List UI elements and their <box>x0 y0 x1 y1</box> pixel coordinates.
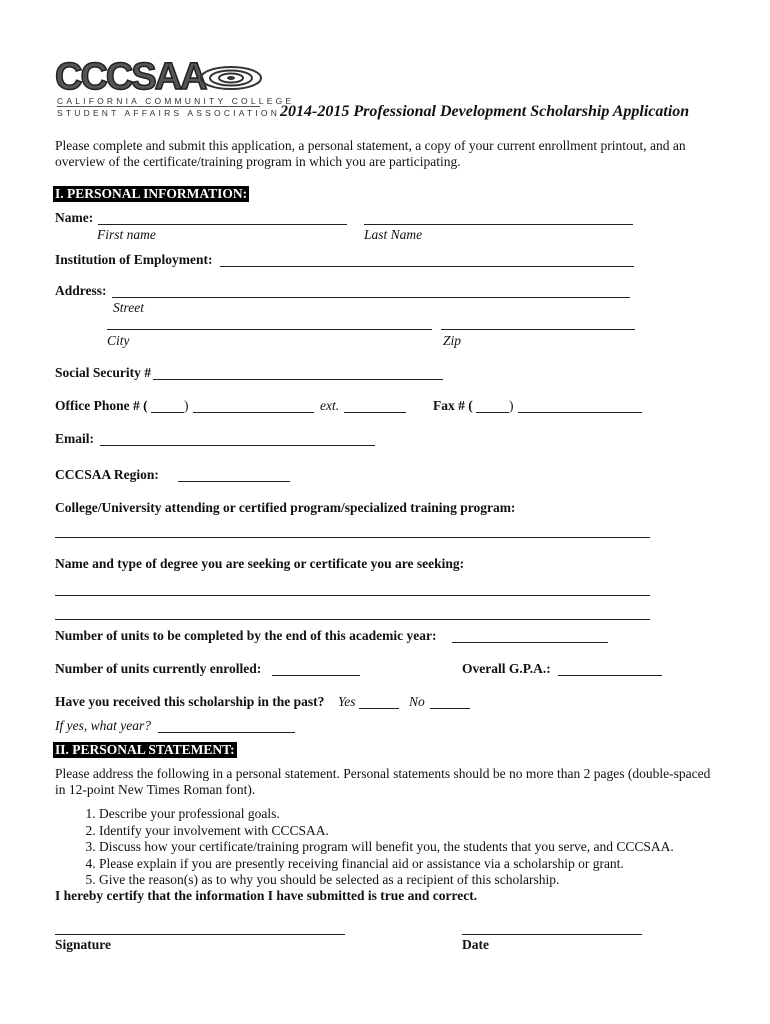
office-phone-close-paren: ) <box>184 398 189 413</box>
ext-label: ext. <box>320 398 340 413</box>
yes-field[interactable] <box>359 693 399 709</box>
no-field[interactable] <box>430 693 470 709</box>
degree-field-line-1[interactable] <box>55 580 650 596</box>
first-name-caption: First name <box>97 227 156 242</box>
name-label: Name: <box>55 210 94 225</box>
institution-field[interactable] <box>220 251 634 267</box>
fax-close-paren: ) <box>509 398 514 413</box>
address-label: Address: <box>55 283 107 298</box>
statement-instructions: Please address the following in a personal statement. Personal statements should be no more than 2 pages (double-spaced in 12-point New Times Roman font). <box>55 766 711 797</box>
signature-label: Signature <box>55 937 112 952</box>
degree-label: Name and type of degree you are seeking or certificate you are seeking: <box>55 556 465 571</box>
statement-items-list <box>55 806 759 889</box>
yes-label: Yes <box>338 694 356 709</box>
degree-field-line-2[interactable] <box>55 604 650 620</box>
ext-field[interactable] <box>344 397 406 413</box>
units-completed-field[interactable] <box>452 627 608 643</box>
office-phone-label: Office Phone # ( <box>55 398 148 413</box>
certification-statement: I hereby certify that the information I have submitted is true and correct. <box>55 888 478 903</box>
logo-line2: STUDENT AFFAIRS ASSOCIATION <box>57 108 281 118</box>
page-title: 2014-2015 Professional Development Scholarship Application <box>280 103 690 120</box>
list-item: 2. Identify your involvement with CCCSAA. <box>99 823 759 840</box>
fax-label: Fax # ( <box>433 398 473 413</box>
units-completed-label: Number of units to be completed by the end of this academic year: <box>55 628 437 643</box>
ssn-field[interactable] <box>153 364 443 380</box>
zip-caption: Zip <box>443 333 462 348</box>
signature-field[interactable] <box>55 919 345 935</box>
institution-label: Institution of Employment: <box>55 252 213 267</box>
date-field[interactable] <box>462 919 642 935</box>
year-label: If yes, what year? <box>55 718 151 733</box>
ssn-label: Social Security # <box>55 365 151 380</box>
intro-text: Please complete and submit this application, a personal statement, a copy of your current enrollment printout, and an overview of the certificate/training program in which you are participating. <box>55 138 686 169</box>
received-scholarship-label: Have you received this scholarship in the past? <box>55 694 325 709</box>
logo-line1: CALIFORNIA COMMUNITY COLLEGE <box>57 96 295 106</box>
last-name-field[interactable] <box>364 209 633 225</box>
logo-wordmark: CCCSAA <box>55 56 206 98</box>
logo-divider <box>57 106 260 107</box>
year-field[interactable] <box>158 717 295 733</box>
street-caption: Street <box>113 300 144 315</box>
first-name-field[interactable] <box>98 209 347 225</box>
no-label: No <box>409 694 425 709</box>
office-phone-number-field[interactable] <box>193 397 314 413</box>
list-item: 4. Please explain if you are presently receiving financial aid or assistance via a scholarship or grant. <box>99 856 759 873</box>
region-field[interactable] <box>178 466 290 482</box>
ripple-logo-icon <box>198 60 264 96</box>
college-field[interactable] <box>55 522 650 538</box>
fax-area-code-field[interactable] <box>476 397 509 413</box>
gpa-label: Overall G.P.A.: <box>462 661 551 676</box>
last-name-caption: Last Name <box>364 227 423 242</box>
email-field[interactable] <box>100 430 375 446</box>
gpa-field[interactable] <box>558 660 662 676</box>
section-personal-information-header: I. PERSONAL INFORMATION: <box>55 186 248 201</box>
units-enrolled-label: Number of units currently enrolled: <box>55 661 262 676</box>
date-label: Date <box>462 937 489 952</box>
email-label: Email: <box>55 431 94 446</box>
list-item: 1. Describe your professional goals. <box>99 806 759 823</box>
college-label: College/University attending or certified program/specialized training program: <box>55 500 516 515</box>
fax-number-field[interactable] <box>518 397 642 413</box>
city-field[interactable] <box>107 314 432 330</box>
region-label: CCCSAA Region: <box>55 467 159 482</box>
zip-field[interactable] <box>441 314 635 330</box>
city-caption: City <box>107 333 130 348</box>
list-item: 5. Give the reason(s) as to why you should be selected as a recipient of this scholarship. <box>99 872 759 889</box>
list-item: 3. Discuss how your certificate/training program will benefit you, the students that you serve, and CCCSAA. <box>99 839 759 856</box>
section-personal-statement-header: II. PERSONAL STATEMENT: <box>55 742 235 757</box>
office-phone-area-code-field[interactable] <box>151 397 184 413</box>
street-field[interactable] <box>112 282 630 298</box>
units-enrolled-field[interactable] <box>272 660 360 676</box>
